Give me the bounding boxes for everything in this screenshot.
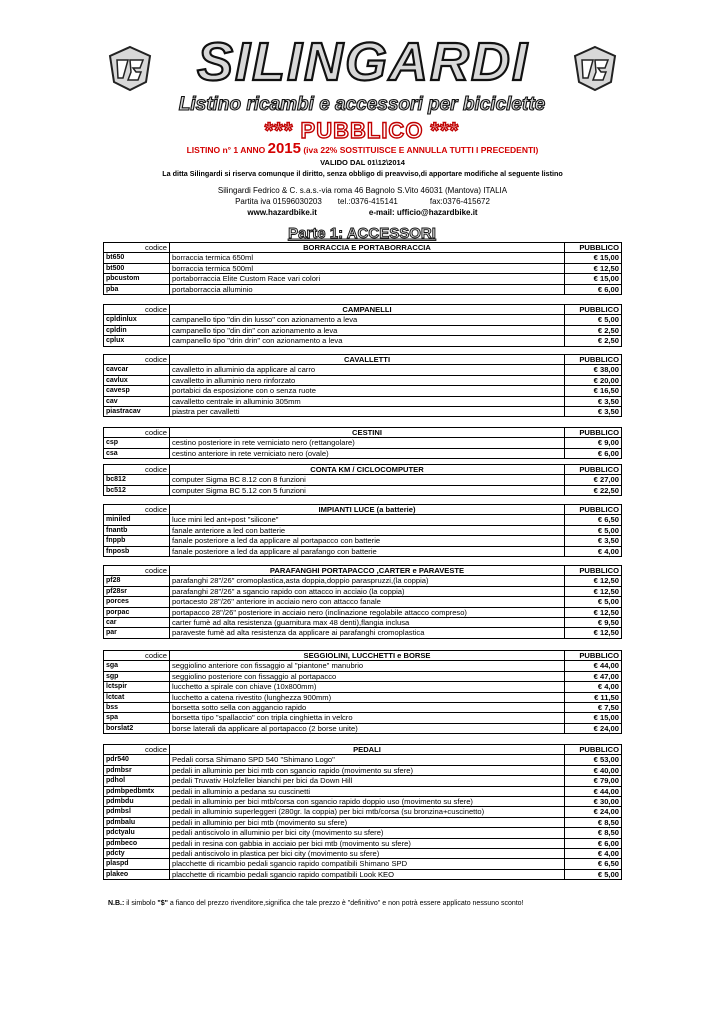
item-price: € 6,50 xyxy=(565,515,622,525)
item-description: lucchetto a catena rivestito (lunghezza 900mm) xyxy=(170,692,565,702)
section-header-row xyxy=(104,745,622,755)
column-code-header: codice xyxy=(104,305,170,315)
item-description: lucchetto a spirale con chiave (10x800mm) xyxy=(170,682,565,692)
table-row xyxy=(104,263,622,273)
item-description: campanello tipo "drin drin" con azionamento a leva xyxy=(170,336,565,346)
table-row xyxy=(104,525,622,535)
table-row xyxy=(104,396,622,406)
table-row xyxy=(104,682,622,692)
section-title: IMPIANTI LUCE (a batterie) xyxy=(170,505,565,515)
item-code: pdmbdu xyxy=(104,797,170,807)
item-description: pedali antiscivolo in plastica per bici city (movimento su sfere) xyxy=(170,849,565,859)
item-code: pdmbpedbmtx xyxy=(104,786,170,796)
item-price: € 5,00 xyxy=(565,597,622,607)
item-price: € 2,50 xyxy=(565,325,622,335)
item-price: € 4,00 xyxy=(565,546,622,556)
item-description: pedali in alluminio a pedana su cuscinetti xyxy=(170,786,565,796)
item-code: pf28 xyxy=(104,576,170,586)
item-price: € 12,50 xyxy=(565,263,622,273)
section-table xyxy=(103,464,622,496)
item-description: cavalletto in alluminio nero rinforzato xyxy=(170,375,565,385)
table-row xyxy=(104,515,622,525)
item-code: cplux xyxy=(104,336,170,346)
item-code: bt650 xyxy=(104,253,170,263)
item-description: piastra per cavalletti xyxy=(170,407,565,417)
item-price: € 24,00 xyxy=(565,723,622,733)
item-price: € 6,00 xyxy=(565,448,622,458)
item-code: pdmbeco xyxy=(104,838,170,848)
column-price-header: PUBBLICO xyxy=(565,243,622,253)
table-row xyxy=(104,828,622,838)
item-code: pbcustom xyxy=(104,274,170,284)
section-header-row xyxy=(104,566,622,576)
item-price: € 16,50 xyxy=(565,386,622,396)
item-price: € 15,00 xyxy=(565,274,622,284)
svg-text:*** PUBBLICO ***: *** PUBBLICO *** xyxy=(264,118,460,143)
table-row xyxy=(104,869,622,879)
item-description: paraveste fumè ad alta resistenza da applicare ai parafanghi cromoplastica xyxy=(170,628,565,638)
item-code: plaspd xyxy=(104,859,170,869)
item-price: € 12,50 xyxy=(565,628,622,638)
item-description: pedali in alluminio superleggeri (280gr. la coppia) per bici mtb/corsa (su bronzina+cuscinetto) xyxy=(170,807,565,817)
web-line xyxy=(0,207,725,218)
item-code: miniled xyxy=(104,515,170,525)
section-header-row xyxy=(104,243,622,253)
table-row xyxy=(104,536,622,546)
table-row xyxy=(104,407,622,417)
item-code: pdmbalu xyxy=(104,817,170,827)
section-table xyxy=(103,650,622,734)
item-description: pedali in alluminio per bici mtb/corsa con sgancio rapido doppio uso (movimento su sfere) xyxy=(170,797,565,807)
table-row xyxy=(104,284,622,294)
column-price-header: PUBBLICO xyxy=(565,355,622,365)
item-price: € 4,00 xyxy=(565,682,622,692)
item-code: porpac xyxy=(104,607,170,617)
item-code: bss xyxy=(104,703,170,713)
item-price: € 30,00 xyxy=(565,797,622,807)
column-price-header: PUBBLICO xyxy=(565,505,622,515)
item-code: csa xyxy=(104,448,170,458)
item-price: € 20,00 xyxy=(565,375,622,385)
table-row xyxy=(104,713,622,723)
section-title: CONTA KM / CICLOCOMPUTER xyxy=(170,465,565,475)
item-description: carter fumè ad alta resistenza (guarnitura max 48 denti),flangia inclusa xyxy=(170,618,565,628)
item-price: € 15,00 xyxy=(565,253,622,263)
item-code: spa xyxy=(104,713,170,723)
column-price-header: PUBBLICO xyxy=(565,305,622,315)
table-row xyxy=(104,315,622,325)
item-price: € 44,00 xyxy=(565,786,622,796)
section-title: SEGGIOLINI, LUCCHETTI e BORSE xyxy=(170,651,565,661)
item-code: pdcty xyxy=(104,849,170,859)
item-price: € 3,50 xyxy=(565,407,622,417)
item-code: cavcar xyxy=(104,365,170,375)
section-title: CAVALLETTI xyxy=(170,355,565,365)
item-code: bc512 xyxy=(104,485,170,495)
footnote: N.B.: il simbolo "$" a fianco del prezzo rivenditore,significa che tale prezzo è "definitivo" e non potrà essere applicato nessuno sconto! xyxy=(108,900,524,907)
table-row xyxy=(104,597,622,607)
item-code: cavesp xyxy=(104,386,170,396)
item-description: luce mini led ant+post "silicone" xyxy=(170,515,565,525)
item-price: € 12,50 xyxy=(565,576,622,586)
item-price: € 12,50 xyxy=(565,586,622,596)
table-row xyxy=(104,365,622,375)
item-description: parafanghi 28"/26" cromoplastica,asta doppia,doppio paraspruzzi,(la coppia) xyxy=(170,576,565,586)
item-price: € 8,50 xyxy=(565,828,622,838)
item-description: parafanghi 28"/26" a sgancio rapido con attacco in acciaio (la coppia) xyxy=(170,586,565,596)
item-code: porces xyxy=(104,597,170,607)
item-price: € 6,00 xyxy=(565,284,622,294)
item-code: pdmbsr xyxy=(104,765,170,775)
item-description: seggiolino anteriore con fissaggio al "piantone" manubrio xyxy=(170,661,565,671)
section-title: BORRACCIA E PORTABORRACCIA xyxy=(170,243,565,253)
item-code: csp xyxy=(104,438,170,448)
item-price: € 7,50 xyxy=(565,703,622,713)
table-row xyxy=(104,628,622,638)
item-description: placchette di ricambio pedali sgancio rapido compatibili Look KEO xyxy=(170,869,565,879)
column-code-header: codice xyxy=(104,745,170,755)
section-table xyxy=(103,565,622,639)
table-row xyxy=(104,386,622,396)
item-description: borraccia termica 650ml xyxy=(170,253,565,263)
item-price: € 38,00 xyxy=(565,365,622,375)
item-description: pedali antiscivolo in alluminio per bici city (movimento su sfere) xyxy=(170,828,565,838)
item-description: portabici da esposizione con o senza ruote xyxy=(170,386,565,396)
item-code: par xyxy=(104,628,170,638)
item-price: € 5,00 xyxy=(565,525,622,535)
item-code: pdmbsl xyxy=(104,807,170,817)
column-price-header: PUBBLICO xyxy=(565,465,622,475)
listino-line: LISTINO n° 1 ANNO 2015 (iva 22% SOSTITUISCE E ANNULLA TUTTI I PRECEDENTI) xyxy=(186,140,539,157)
item-description: borraccia termica 500ml xyxy=(170,263,565,273)
item-price: € 79,00 xyxy=(565,776,622,786)
column-price-header: PUBBLICO xyxy=(565,651,622,661)
item-description: portaborraccia Elite Custom Race vari colori xyxy=(170,274,565,284)
table-row xyxy=(104,692,622,702)
item-description: seggiolino posteriore con fissaggio al portapacco xyxy=(170,671,565,681)
item-code: pf28sr xyxy=(104,586,170,596)
item-code: fnposb xyxy=(104,546,170,556)
section-header-row xyxy=(104,355,622,365)
item-description: pedali in alluminio per bici mtb con sgancio rapido (movimento su sfere) xyxy=(170,765,565,775)
item-description: cavalletto centrale in alluminio 305mm xyxy=(170,396,565,406)
item-code: cpldin xyxy=(104,325,170,335)
table-row xyxy=(104,325,622,335)
column-code-header: codice xyxy=(104,465,170,475)
table-row xyxy=(104,253,622,263)
item-code: pdr540 xyxy=(104,755,170,765)
item-description: computer Sigma BC 8.12 con 8 funzioni xyxy=(170,475,565,485)
column-code-header: codice xyxy=(104,355,170,365)
item-code: piastracav xyxy=(104,407,170,417)
column-code-header: codice xyxy=(104,651,170,661)
item-description: pedali in alluminio per bici mtb (movimento su sfere) xyxy=(170,817,565,827)
item-code: pdctyalu xyxy=(104,828,170,838)
item-price: € 9,50 xyxy=(565,618,622,628)
section-table xyxy=(103,427,622,459)
item-price: € 5,00 xyxy=(565,869,622,879)
item-price: € 15,00 xyxy=(565,713,622,723)
table-row xyxy=(104,576,622,586)
section-table xyxy=(103,242,622,295)
section-header-row xyxy=(104,305,622,315)
item-price: € 44,00 xyxy=(565,661,622,671)
contact-line: Partita iva 01596030203 tel.:0376-415141 fax:0376-415672 xyxy=(235,197,490,206)
column-price-header: PUBBLICO xyxy=(565,566,622,576)
item-code: cpldinlux xyxy=(104,315,170,325)
item-description: campanello tipo "din din" con azionamento a leva xyxy=(170,325,565,335)
table-row xyxy=(104,797,622,807)
item-description: portapacco 28"/26" posteriore in acciaio nero (inclinazione regolabile attacco compreso) xyxy=(170,607,565,617)
item-code: car xyxy=(104,618,170,628)
svg-text:Listino ricambi e accessori pe: Listino ricambi e accessori per biciclette xyxy=(178,94,546,115)
web-link[interactable]: www.hazardbike.it xyxy=(247,208,317,217)
section-title: CAMPANELLI xyxy=(170,305,565,315)
email-link[interactable]: e-mail: ufficio@hazardbike.it xyxy=(368,208,478,217)
table-row xyxy=(104,838,622,848)
table-row xyxy=(104,375,622,385)
item-code: sga xyxy=(104,661,170,671)
company-address xyxy=(0,185,725,218)
section-table xyxy=(103,354,622,417)
item-code: fnppb xyxy=(104,536,170,546)
item-price: € 22,50 xyxy=(565,485,622,495)
item-code: bt500 xyxy=(104,263,170,273)
table-row xyxy=(104,607,622,617)
item-price: € 3,50 xyxy=(565,396,622,406)
item-price: € 53,00 xyxy=(565,755,622,765)
item-description: fanale posteriore a led da applicare al parafango con batterie xyxy=(170,546,565,556)
table-row xyxy=(104,849,622,859)
parte-heading xyxy=(0,220,725,244)
table-row xyxy=(104,859,622,869)
item-description: pedali Truvativ Holzfeller bianchi per bici da Down Hill xyxy=(170,776,565,786)
table-row xyxy=(104,671,622,681)
item-description: fanale posteriore a led da applicare al portapacco con batterie xyxy=(170,536,565,546)
table-row xyxy=(104,661,622,671)
item-price: € 6,00 xyxy=(565,838,622,848)
table-row xyxy=(104,618,622,628)
item-price: € 24,00 xyxy=(565,807,622,817)
item-price: € 4,00 xyxy=(565,849,622,859)
section-table xyxy=(103,504,622,557)
section-header-row xyxy=(104,428,622,438)
table-row xyxy=(104,786,622,796)
item-description: borsetta sotto sella con aggancio rapido xyxy=(170,703,565,713)
item-description: portacesto 28"/26" anteriore in acciaio nero con attacco fanale xyxy=(170,597,565,607)
table-row xyxy=(104,723,622,733)
item-description: portaborraccia alluminio xyxy=(170,284,565,294)
brand-title xyxy=(168,32,558,92)
valido-line: VALIDO DAL 01\12\2014 xyxy=(320,158,405,167)
item-price: € 5,00 xyxy=(565,315,622,325)
item-price: € 3,50 xyxy=(565,536,622,546)
item-description: Pedali corsa Shimano SPD 540 "Shimano Logo" xyxy=(170,755,565,765)
item-price: € 40,00 xyxy=(565,765,622,775)
item-code: cav xyxy=(104,396,170,406)
item-description: campanello tipo "din din lusso" con azionamento a leva xyxy=(170,315,565,325)
section-table xyxy=(103,744,622,880)
table-row xyxy=(104,475,622,485)
item-price: € 12,50 xyxy=(565,607,622,617)
section-title: PARAFANGHI PORTAPACCO ,CARTER e PARAVESTE xyxy=(170,566,565,576)
brand-badge-left-icon xyxy=(106,44,154,92)
svg-text:Parte 1: ACCESSORI: Parte 1: ACCESSORI xyxy=(288,225,436,242)
listino-year: 2015 xyxy=(267,140,301,157)
brand-badge-right-icon xyxy=(571,44,619,92)
section-header-row xyxy=(104,505,622,515)
section-header-row xyxy=(104,465,622,475)
column-price-header: PUBBLICO xyxy=(565,745,622,755)
item-code: fnantb xyxy=(104,525,170,535)
item-code: cavlux xyxy=(104,375,170,385)
section-title: PEDALI xyxy=(170,745,565,755)
table-row xyxy=(104,817,622,827)
item-code: lctcat xyxy=(104,692,170,702)
item-description: borsetta tipo "spallaccio" con tripla cinghietta in velcro xyxy=(170,713,565,723)
svg-text:SILINGARDI: SILINGARDI xyxy=(196,32,530,92)
item-code: pdhol xyxy=(104,776,170,786)
item-description: borse laterali da applicare al portapacco (2 borse unite) xyxy=(170,723,565,733)
table-row xyxy=(104,765,622,775)
item-price: € 11,50 xyxy=(565,692,622,702)
table-row xyxy=(104,274,622,284)
column-code-header: codice xyxy=(104,505,170,515)
item-description: placchette di ricambio pedali sgancio rapido compatibili Shimano SPD xyxy=(170,859,565,869)
company-line: Silingardi Fedrico & C. s.a.s.-via roma 46 Bagnolo S.Vito 46031 (Mantova) ITALIA xyxy=(217,186,508,195)
item-description: fanale anteriore a led con batterie xyxy=(170,525,565,535)
table-row xyxy=(104,448,622,458)
table-row xyxy=(104,546,622,556)
riserva-line: La ditta Silingardi si riserva comunque il diritto, senza obbligo di preavviso,di apportare modifiche al seguente listino xyxy=(162,169,563,178)
table-row xyxy=(104,703,622,713)
column-code-header: codice xyxy=(104,566,170,576)
table-row xyxy=(104,586,622,596)
table-row xyxy=(104,776,622,786)
item-price: € 47,00 xyxy=(565,671,622,681)
item-description: cavalletto in alluminio da applicare al carro xyxy=(170,365,565,375)
section-title: CESTINI xyxy=(170,428,565,438)
item-price: € 6,50 xyxy=(565,859,622,869)
table-row xyxy=(104,755,622,765)
table-row xyxy=(104,336,622,346)
item-code: borslat2 xyxy=(104,723,170,733)
item-price: € 27,00 xyxy=(565,475,622,485)
item-description: cestino posteriore in rete verniciato nero (rettangolare) xyxy=(170,438,565,448)
item-price: € 9,00 xyxy=(565,438,622,448)
item-code: bc812 xyxy=(104,475,170,485)
item-description: pedali in resina con gabbia in acciaio per bici mtb (movimento su sfere) xyxy=(170,838,565,848)
table-row xyxy=(104,807,622,817)
item-code: plakeo xyxy=(104,869,170,879)
column-code-header: codice xyxy=(104,243,170,253)
item-description: cestino anteriore in rete verniciato nero (ovale) xyxy=(170,448,565,458)
item-price: € 8,50 xyxy=(565,817,622,827)
item-price: € 2,50 xyxy=(565,336,622,346)
section-header-row xyxy=(104,651,622,661)
item-description: computer Sigma BC 5.12 con 5 funzioni xyxy=(170,485,565,495)
section-table xyxy=(103,304,622,347)
column-code-header: codice xyxy=(104,428,170,438)
table-row xyxy=(104,438,622,448)
column-price-header: PUBBLICO xyxy=(565,428,622,438)
item-code: pba xyxy=(104,284,170,294)
table-row xyxy=(104,485,622,495)
item-code: lctspir xyxy=(104,682,170,692)
item-code: sgp xyxy=(104,671,170,681)
